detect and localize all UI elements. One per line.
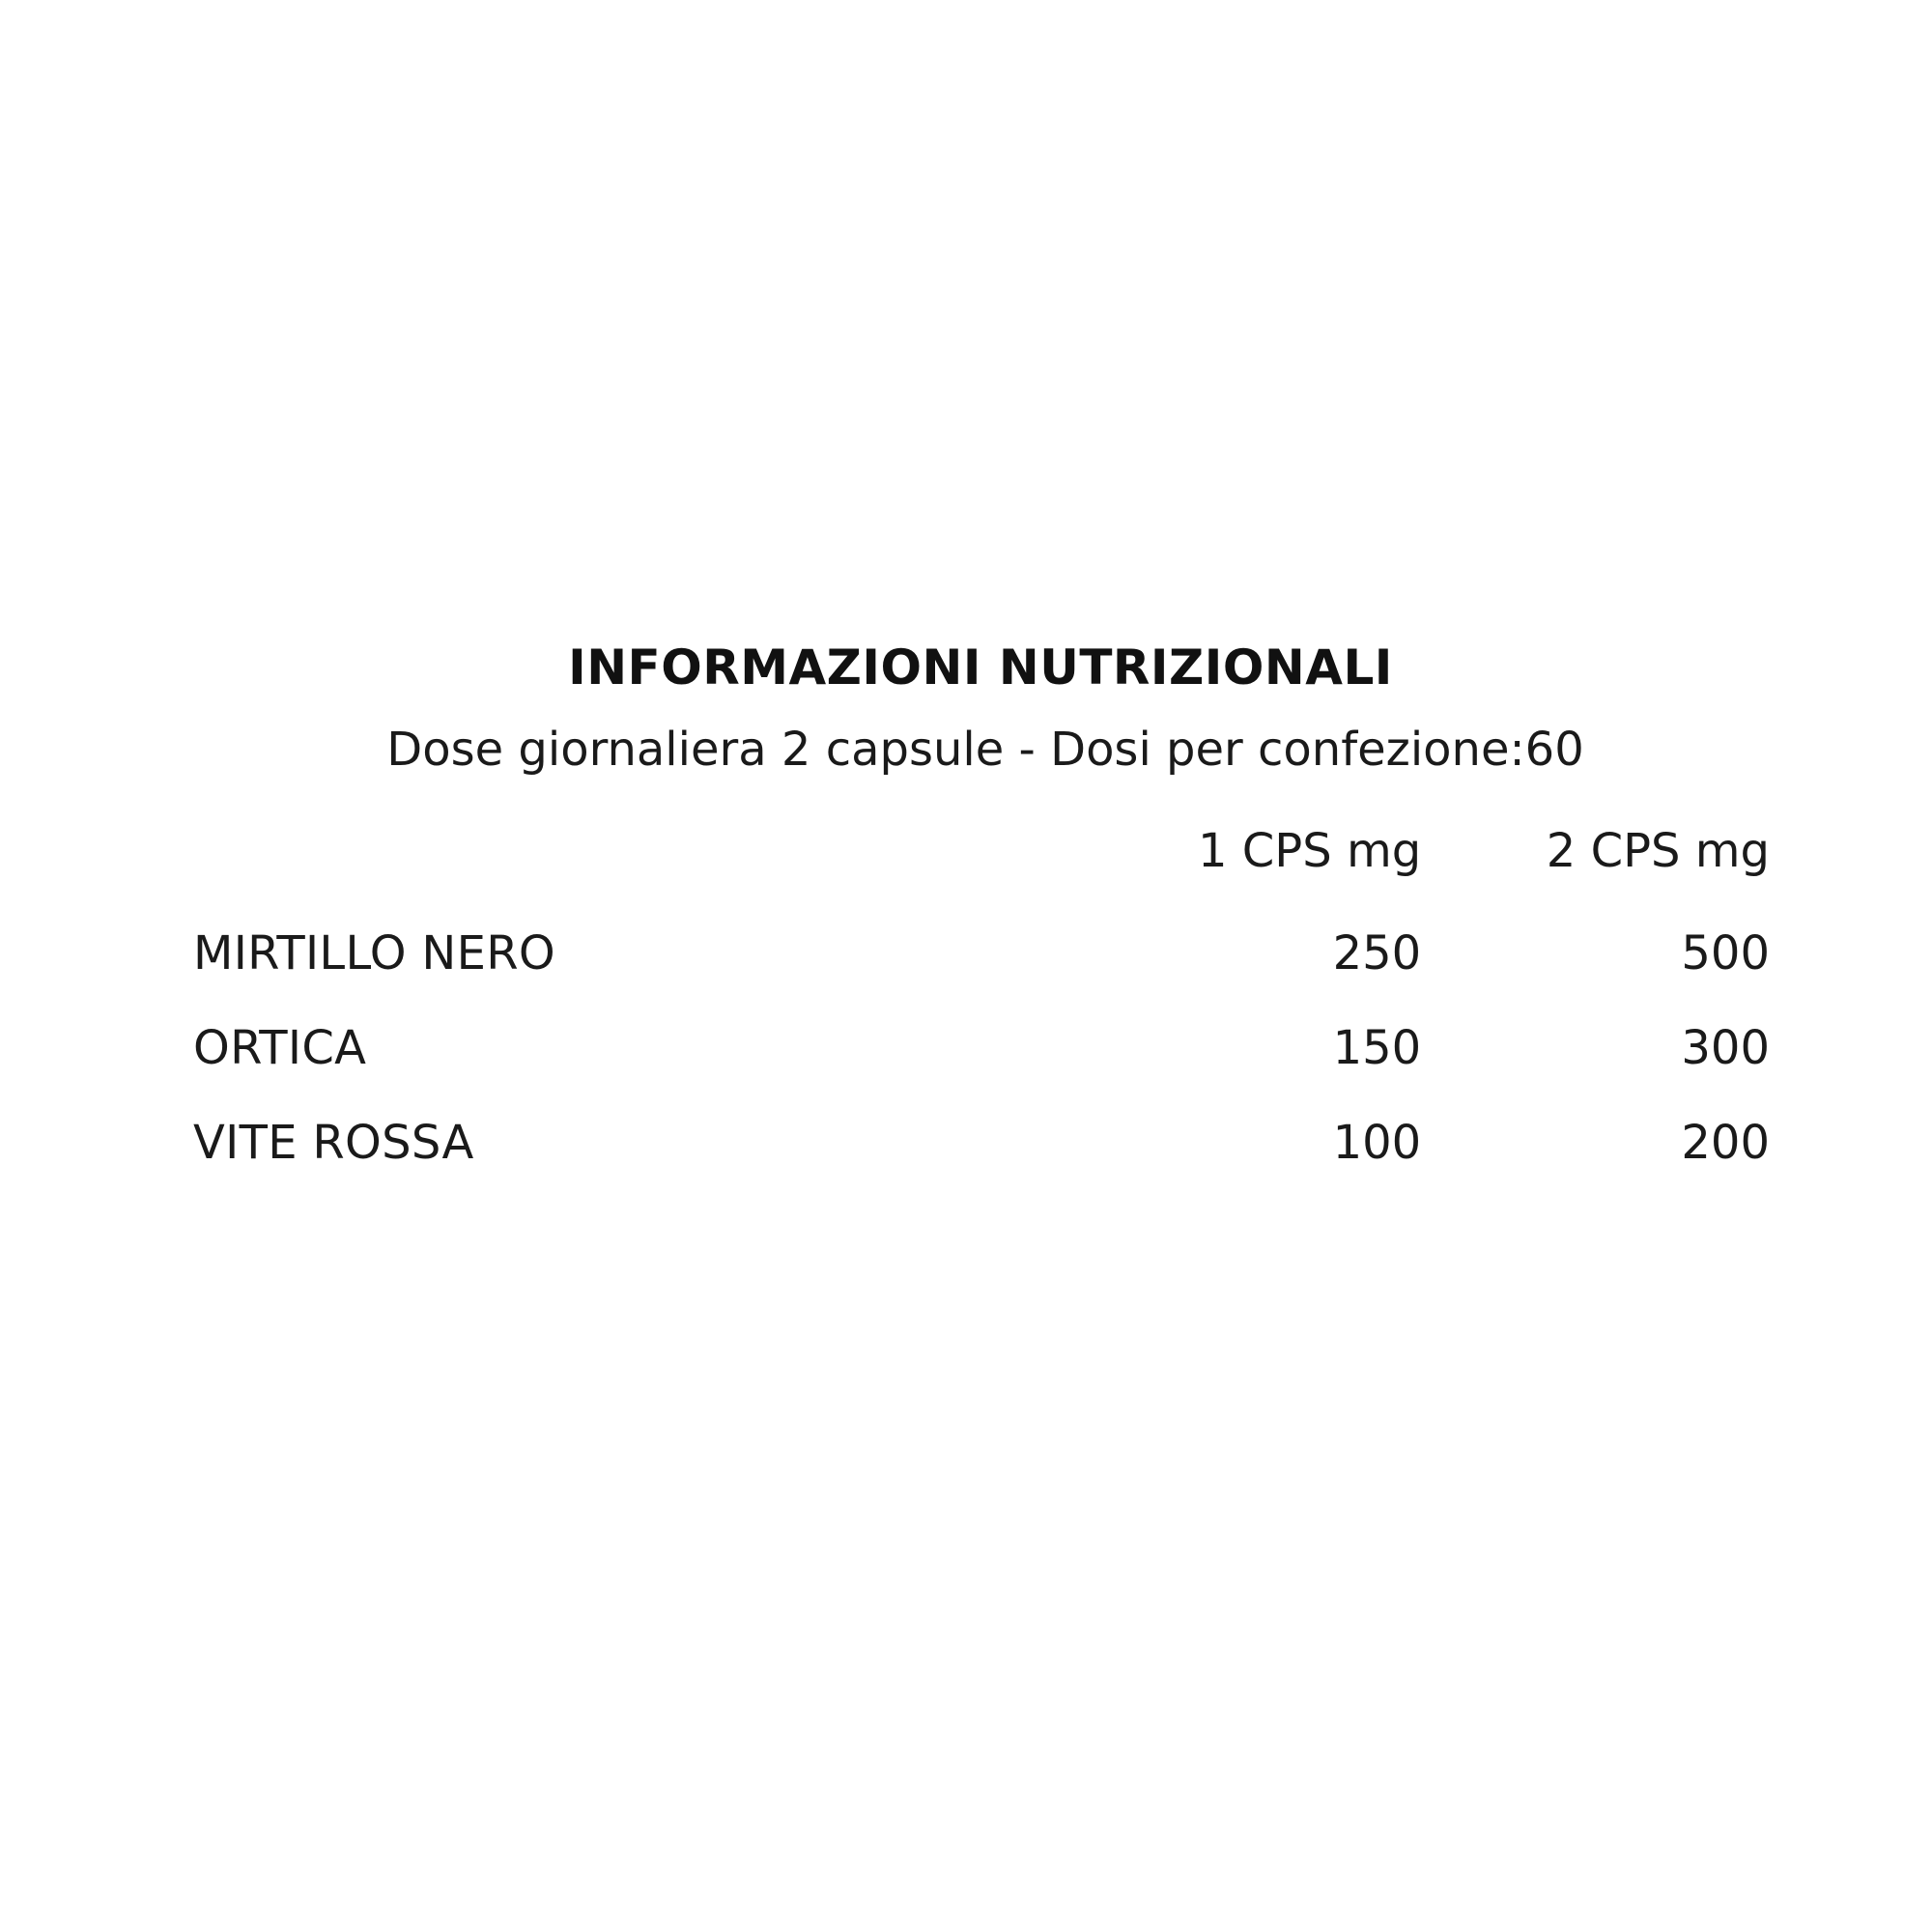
- page-title: INFORMAZIONI NUTRIZIONALI: [568, 639, 1393, 696]
- ingredient-one-cps-value: 250: [1332, 926, 1422, 981]
- table-row: [193, 907, 1777, 1002]
- ingredient-one-cps-value: 100: [1332, 1116, 1422, 1171]
- ingredient-one-cps-value: 150: [1332, 1021, 1422, 1076]
- ingredient-name: MIRTILLO NERO: [193, 926, 555, 981]
- table-header-row: [193, 824, 1777, 907]
- nutrition-table: [193, 824, 1777, 1191]
- ingredient-two-cps-value: 500: [1681, 926, 1770, 981]
- serving-information: Dose giornaliera 2 capsule - Dosi per confezione:60: [386, 722, 1584, 777]
- column-header-ingredient: [193, 824, 1080, 907]
- column-header-one-cps: 1 CPS mg: [1197, 823, 1422, 878]
- ingredient-name: VITE ROSSA: [193, 1116, 474, 1171]
- ingredient-two-cps-value: 200: [1681, 1116, 1770, 1171]
- ingredient-name: ORTICA: [193, 1021, 367, 1076]
- table-row: [193, 1096, 1777, 1191]
- column-header-two-cps: 2 CPS mg: [1546, 823, 1770, 878]
- nutrition-facts-block: [193, 638, 1777, 1191]
- ingredient-two-cps-value: 300: [1681, 1021, 1770, 1076]
- table-row: [193, 1002, 1777, 1096]
